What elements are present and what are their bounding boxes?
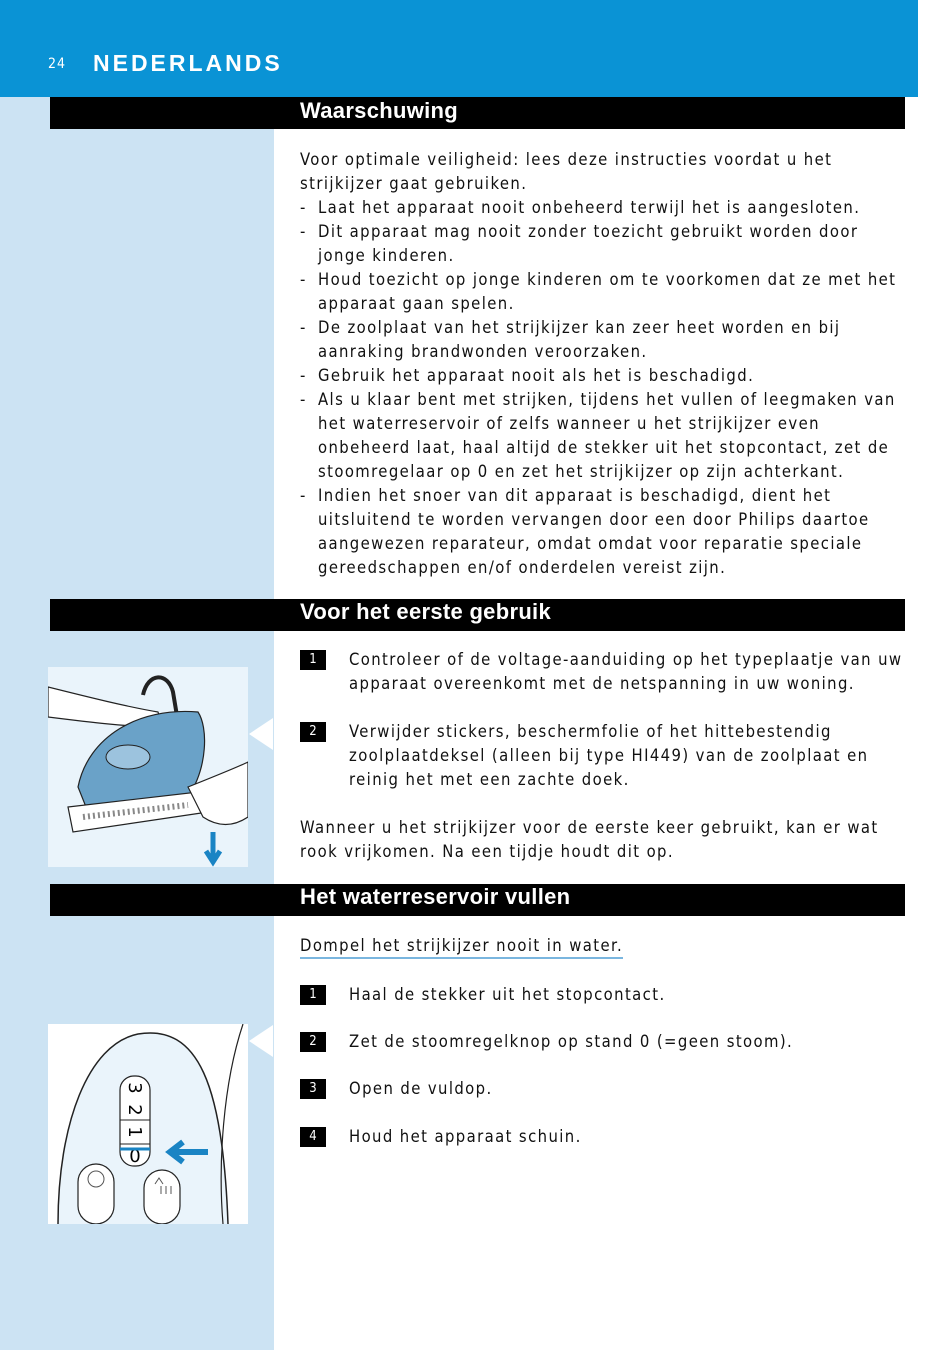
iron-illustration: [48, 667, 248, 867]
step-number: 1: [300, 650, 326, 670]
iron-drawing: [48, 667, 248, 867]
right-margin: [918, 0, 950, 1350]
first-use-step: [300, 720, 905, 792]
dial-mark: 1: [124, 1126, 145, 1138]
illustration-pointer: [249, 1025, 273, 1057]
step-text: Houd het apparaat schuin.: [349, 1127, 582, 1146]
section-bar-warning: [50, 97, 905, 129]
step-text: Zet de stoomregelknop op stand 0 (=geen stoom).: [349, 1032, 794, 1051]
fill-step: [300, 1077, 905, 1101]
illustration-pointer: [249, 718, 273, 750]
first-use-note: [300, 816, 905, 864]
fill-step: [300, 983, 905, 1007]
warning-bullet: - Als u klaar bent met strijken, tijdens het vullen of leegmaken van het waterreservoir of zelfs wanneer u het strijkijzer even onbeheerd laat, haal altijd de stekker uit het stopcontact, zet de stoomregelaar op 0 en zet het strijkijzer op zijn achterkant.: [300, 388, 905, 484]
section-title-warning: Waarschuwing: [300, 98, 459, 123]
section-title-fill: Het waterreservoir vullen: [300, 884, 571, 909]
page-number: 24: [48, 56, 67, 72]
dial-mark: 2: [124, 1104, 145, 1116]
step-text: Controleer of de voltage-aanduiding op het typeplaatje van uw apparaat overeenkomt met de netspanning in uw woning.: [349, 650, 903, 693]
fill-step: [300, 1030, 905, 1054]
warning-bullet: - Gebruik het apparaat nooit als het is beschadigd.: [300, 364, 905, 388]
header-bar: [0, 0, 918, 97]
fill-warning-text: Dompel het strijkijzer nooit in water.: [300, 936, 623, 959]
first-use-note-text: Wanneer u het strijkijzer voor de eerste keer gebruikt, kan er wat rook vrijkomen. Na een tijdje houdt dit op.: [300, 818, 879, 861]
fill-step: [300, 1125, 905, 1149]
steam-dial-illustration: [48, 1024, 248, 1224]
warning-text: [300, 148, 905, 580]
section-title-first-use: Voor het eerste gebruik: [300, 599, 552, 624]
step-text: Haal de stekker uit het stopcontact.: [349, 985, 666, 1004]
step-number: 2: [300, 1032, 326, 1052]
step-number: 2: [300, 722, 326, 742]
step-text: Verwijder stickers, beschermfolie of het hittebestendig zoolplaatdeksel (alleen bij type HI449) van de zoolplaat en reinig het met een zachte doek.: [349, 722, 869, 789]
warning-intro: Voor optimale veiligheid: lees deze instructies voordat u het strijkijzer gaat gebruiken.: [300, 150, 833, 193]
dial-mark: 0: [129, 1146, 141, 1167]
warning-bullet: - Dit apparaat mag nooit zonder toezicht gebruikt worden door jonge kinderen.: [300, 220, 905, 268]
step-number: 4: [300, 1127, 326, 1147]
step-number: 1: [300, 985, 326, 1005]
first-use-step: [300, 648, 905, 696]
warning-bullet: - De zoolplaat van het strijkijzer kan zeer heet worden en bij aanraking brandwonden veroorzaken.: [300, 316, 905, 364]
step-number: 3: [300, 1079, 326, 1099]
fill-warning: [300, 934, 905, 958]
step-text: Open de vuldop.: [349, 1079, 493, 1098]
warning-bullet: - Laat het apparaat nooit onbeheerd terwijl het is aangesloten.: [300, 196, 905, 220]
language-title: NEDERLANDS: [93, 50, 283, 76]
warning-bullet: - Houd toezicht op jonge kinderen om te voorkomen dat ze met het apparaat gaan spelen.: [300, 268, 905, 316]
dial-mark: 3: [124, 1082, 145, 1094]
warning-bullet: - Indien het snoer van dit apparaat is beschadigd, dient het uitsluitend te worden vervangen door een door Philips daartoe aangewezen reparateur, omdat omdat voor reparatie speciale gereedschappen en/of onderdelen vereist zijn.: [300, 484, 905, 580]
steam-dial-drawing: [48, 1024, 248, 1224]
